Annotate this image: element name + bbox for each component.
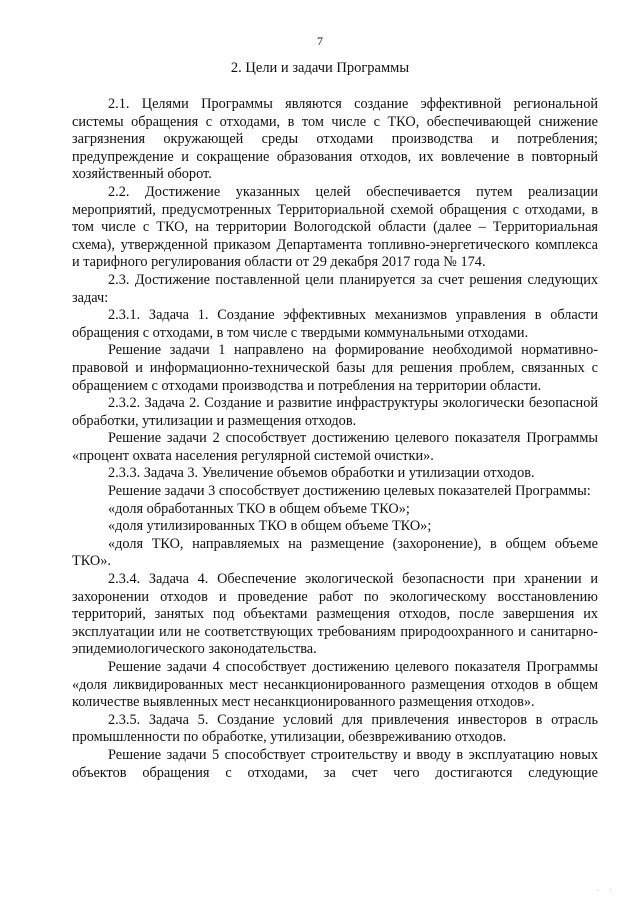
paragraph-2-1: 2.1. Целями Программы являются создание эффективной региональной системы обращения с отходами, в том числе с ТКО, обеспечивающей снижение загрязнения окружающей среды отходами производства и потребления; предупреждение и сокращение образования отходов, их вовлечение в повторный хозяйственный оборот. [72,96,598,183]
paragraph-task-5-solution: Решение задачи 5 способствует строительству и вводу в эксплуатацию новых объектов обращения с отходами, за счет чего достигаются следующие [72,746,598,781]
paragraph-task-1: 2.3.1. Задача 1. Создание эффективных механизмов управления в области обращения с отходами, в том числе с твердыми коммунальными отходами. [72,307,598,341]
page-number: 7 [317,34,323,48]
indicator-utilized: «доля утилизированных ТКО в общем объеме ТКО»; [108,518,432,535]
indicator-processed: «доля обработанных ТКО в общем объеме ТКО»; [108,500,410,517]
indicator-disposed: «доля ТКО, направляемых на размещение (захоронение), в общем объеме ТКО». [72,535,598,570]
document-body [72,96,598,782]
paragraph-task-2-solution: Решение задачи 2 способствует достижению целевого показателя Программы «процент охвата населения регулярной системой очистки». [72,430,598,464]
paragraph-task-2: 2.3.2. Задача 2. Создание и развитие инфраструктуры экологически безопасной обработки, утилизации и размещения отходов. [72,395,598,429]
section-title: 2. Цели и задачи Программы [230,60,410,76]
corner-mark: · · [596,886,616,895]
paragraph-task-3: 2.3.3. Задача 3. Увеличение объемов обработки и утилизации отходов. [108,465,535,482]
paragraph-task-5: 2.3.5. Задача 5. Создание условий для привлечения инвесторов в отрасль промышленности по обработке, утилизации, обезвреживанию отходов. [72,711,598,746]
paragraph-task-3-solution: Решение задачи 3 способствует достижению целевых показателей Программы: [108,483,591,500]
paragraph-task-4: 2.3.4. Задача 4. Обеспечение экологической безопасности при хранении и захоронении отходов и проведение работ по экологическому восстановлению территорий, занятых под объектами размещения отходов, после завершения их эксплуатации или не соответствующих требованиям природоохранного и санитарно-эпидемиологического законодательства. [72,571,598,658]
paragraph-2-2: 2.2. Достижение указанных целей обеспечивается путем реализации мероприятий, предусмотренных Территориальной схемой обращения с отходами, в том числе с ТКО, на территории Вологодской области (далее – Территориальная схема), утвержденной приказом Департамента топливно-энергетического комплекса и тарифного регулирования области от 29 декабря 2017 года № 174. [72,183,598,271]
paragraph-task-1-solution: Решение задачи 1 направлено на формирование необходимой нормативно-правовой и информационно-технической базы для решения проблем, связанных с обращением с отходами производства и потребления на территории области. [72,342,598,394]
paragraph-2-3: 2.3. Достижение поставленной цели планируется за счет решения следующих задач: [72,271,598,306]
paragraph-task-4-solution: Решение задачи 4 способствует достижению целевого показателя Программы «доля ликвидированных мест несанкционированного размещения отходов в общем количестве выявленных мест несанкционированного размещения отходов». [72,659,598,711]
